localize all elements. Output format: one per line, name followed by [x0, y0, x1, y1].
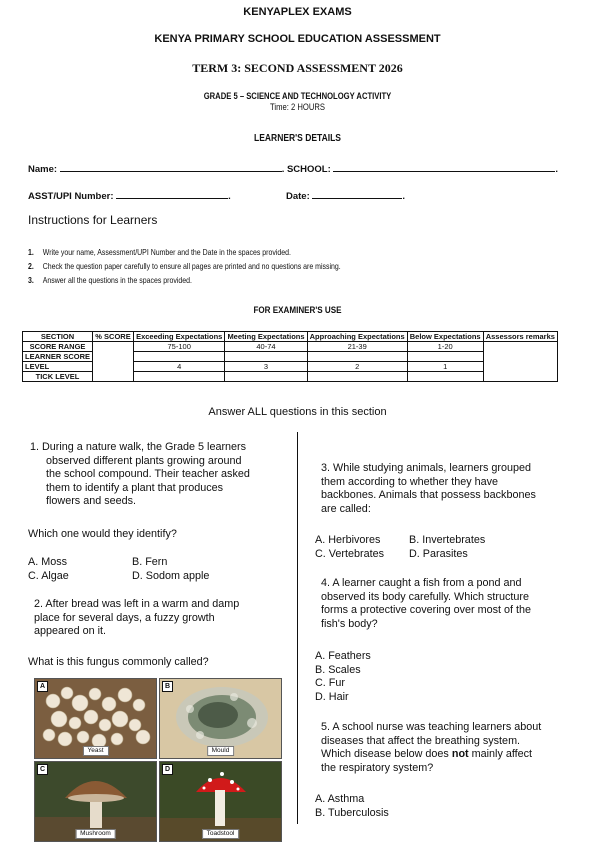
q4-options: [315, 650, 371, 704]
q5-options: [315, 793, 389, 820]
q4-option-b[interactable]: B. Scales: [315, 663, 361, 676]
assessment-title: KENYA PRIMARY SCHOOL EDUCATION ASSESSMENT: [154, 33, 441, 45]
section-instruction: Answer ALL questions in this section: [208, 406, 387, 418]
q1-prompt: Which one would they identify?: [28, 528, 177, 540]
table-header: SECTION: [23, 332, 93, 342]
table-row: LEVEL 4 3 2 1: [23, 362, 558, 372]
exam-org: KENYAPLEX EXAMS: [243, 6, 352, 18]
q4-option-c[interactable]: C. Fur: [315, 677, 345, 689]
table-header: % SCORE: [93, 332, 134, 342]
question-3: 3. While studying animals, learners grouped them according to whether they have backbones. Animals that possess backbones are called:: [321, 462, 536, 515]
name-field-row: Name: . SCHOOL: .: [28, 164, 559, 175]
table-row: TICK LEVEL: [23, 372, 558, 382]
question-4: 4. A learner caught a fish from a pond and observed its body carefully. Which structure forms a protective covering over most of the fish's body?: [321, 577, 532, 630]
instruction-item: 1. Write your name, Assessment/UPI Number and the Date in the spaces provided.: [28, 247, 291, 257]
q3-option-a[interactable]: A. Herbivores: [315, 534, 381, 546]
q4-option-a[interactable]: A. Feathers: [315, 650, 371, 662]
term-title: TERM 3: SECOND ASSESSMENT 2026: [192, 61, 403, 75]
date-label: Date:: [286, 191, 310, 202]
question-5: 5. A school nurse was teaching learners about diseases that affect the breathing system. Which disease below does not mainly affect the respiratory system?: [321, 721, 542, 774]
date-field-row: Date: .: [286, 191, 406, 202]
q3-option-d[interactable]: D. Parasites: [409, 548, 468, 560]
yeast-image[interactable]: A Yeast: [34, 678, 157, 759]
date-field[interactable]: [312, 189, 402, 199]
table-header: Approaching Expectations: [307, 332, 407, 342]
table-header: Assessors remarks: [483, 332, 557, 342]
name-label: Name:: [28, 164, 58, 175]
table-header: Below Expectations: [407, 332, 483, 342]
q1-option-c[interactable]: C. Algae: [28, 570, 69, 582]
subject-title: GRADE 5 – SCIENCE AND TECHNOLOGY ACTIVITY: [203, 91, 392, 101]
score-cell[interactable]: [93, 342, 134, 382]
q5-option-a[interactable]: A. Asthma: [315, 793, 365, 805]
school-field[interactable]: [333, 162, 555, 172]
q3-option-c[interactable]: C. Vertebrates: [315, 548, 385, 560]
asst-upi-field[interactable]: [116, 189, 228, 199]
q1-option-b[interactable]: B. Fern: [132, 556, 168, 568]
instruction-item: 3. Answer all the questions in the spaces provided.: [28, 275, 192, 285]
q2-prompt: What is this fungus commonly called?: [28, 656, 209, 668]
q1-option-d[interactable]: D. Sodom apple: [132, 570, 210, 582]
mould-image[interactable]: B Mould: [159, 678, 282, 759]
time-label: Time:: [269, 102, 289, 112]
instructions-title: Instructions for Learners: [28, 213, 158, 227]
image-caption: Toadstool: [202, 829, 240, 839]
instruction-item: 2. Check the question paper carefully to ensure all pages are printed and no questions are missing.: [28, 261, 341, 271]
question-1: 1. During a nature walk, the Grade 5 learners observed different plants growing around the school compound. Their teacher asked them to identify a plant that produces flowers and seeds.: [30, 441, 250, 507]
q3-option-b[interactable]: B. Invertebrates: [409, 534, 486, 546]
time-line: [45, 102, 551, 112]
examiner-table: [22, 331, 558, 382]
table-row: SCORE RANGE 75-100 40-74 21-39 1-20: [23, 342, 558, 352]
asst-label: ASST/UPI Number:: [28, 191, 114, 202]
q5-option-b[interactable]: B. Tuberculosis: [315, 806, 389, 819]
school-label: SCHOOL:: [286, 164, 331, 175]
examiner-heading: FOR EXAMINER'S USE: [253, 305, 342, 316]
q4-option-d[interactable]: D. Hair: [315, 690, 349, 703]
image-caption: Mushroom: [75, 829, 116, 839]
table-header: Exceeding Expectations: [134, 332, 225, 342]
table-header: Meeting Expectations: [225, 332, 307, 342]
time-value: 2 HOURS: [290, 102, 325, 112]
toadstool-image[interactable]: D Toadstool: [159, 761, 282, 842]
asst-field-row: ASST/UPI Number: .: [28, 191, 231, 202]
remarks-cell[interactable]: [483, 342, 557, 382]
column-divider: [297, 432, 298, 824]
image-caption: Mould: [207, 746, 235, 756]
image-caption: Yeast: [82, 746, 108, 756]
table-row: LEARNER SCORE: [23, 352, 558, 362]
question-2: 2. After bread was left in a warm and damp place for several days, a fuzzy growth appeared on it.: [34, 598, 240, 637]
emphasis-word: not: [451, 748, 469, 760]
learner-details-heading: LEARNER'S DETAILS: [254, 133, 341, 144]
mushroom-image[interactable]: C Mushroom: [34, 761, 157, 842]
name-field[interactable]: [60, 162, 282, 172]
q1-option-a[interactable]: A. Moss: [28, 556, 67, 568]
